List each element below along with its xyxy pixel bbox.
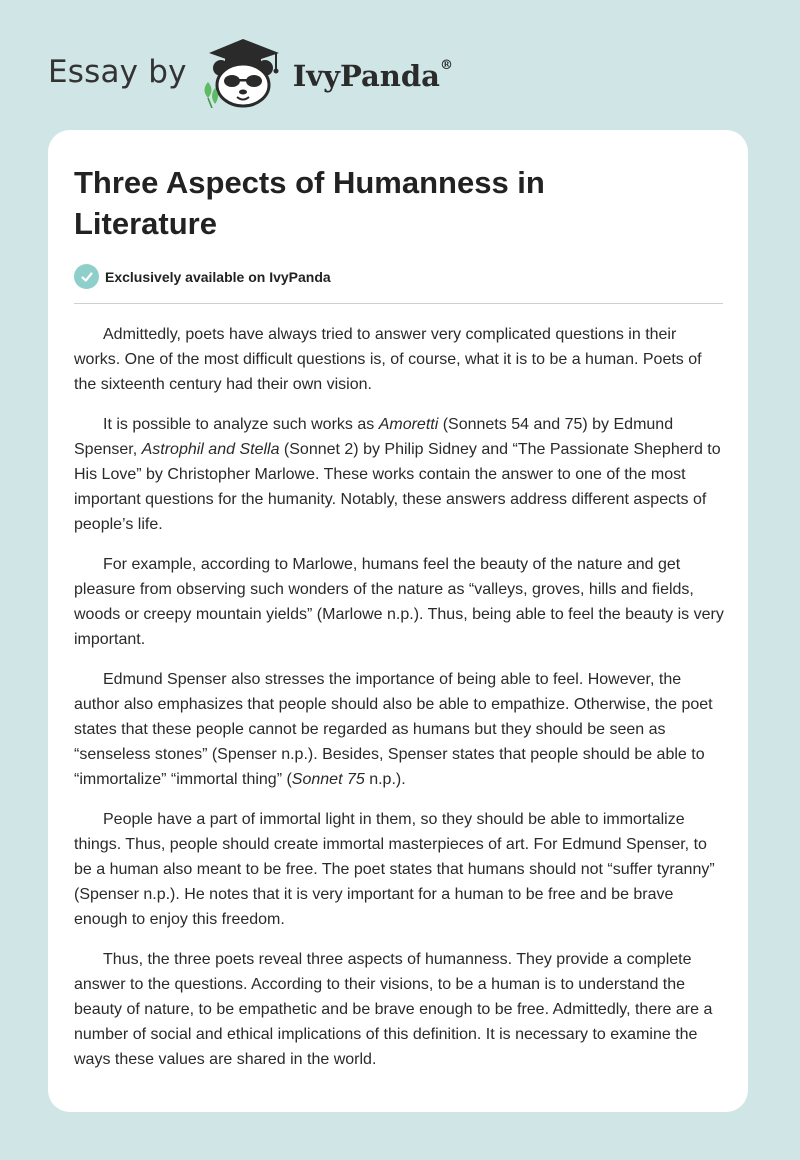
p4-text-c: n.p.).	[364, 771, 406, 788]
paragraph-4	[74, 667, 724, 792]
p4-text-a: Edmund Spenser also stresses the importance of being able to feel. However, the author also emphasizes that people should also be able to empathize. Otherwise, the poet states that these people cannot be regarded as humans but they should be seen as “senseless stones” (Spenser n.p.). Besides, Spenser states that people should be able to “immortalize” “immortal thing” (	[74, 671, 713, 788]
brand-name[interactable]	[293, 59, 453, 93]
panda-logo-icon[interactable]	[199, 36, 287, 108]
p2-text-a: It is possible to analyze such works as	[103, 416, 379, 433]
exclusive-badge-text: Exclusively available on IvyPanda	[105, 268, 331, 285]
p2-work-amoretti: Amoretti	[378, 416, 439, 433]
essay-by-label: Essay by	[48, 54, 187, 90]
site-header	[48, 36, 453, 108]
checkmark-icon	[74, 264, 99, 289]
p2-text-c: (Sonnets 54 and 75) by Edmund Spenser,	[74, 416, 674, 458]
essay-body	[74, 322, 724, 1087]
paragraph-2	[74, 412, 724, 537]
p4-work-sonnet75: Sonnet 75	[291, 771, 365, 788]
page-title: Three Aspects of Humanness in Literature	[74, 165, 545, 241]
registered-mark: ®	[439, 58, 453, 74]
p2-work-astrophil: Astrophil and Stella	[141, 441, 280, 458]
paragraph-1: Admittedly, poets have always tried to answer very complicated questions in their works. One of the most difficult questions is, of course, what it is to be a human. Poets of the sixteenth century had their own vision.	[74, 326, 702, 393]
brand-text: IvyPanda	[292, 59, 440, 93]
paragraph-3: For example, according to Marlowe, humans feel the beauty of the nature and get pleasure from observing such wonders of the nature as “valleys, groves, hills and fields, woods or creepy mountain yields” (Marlowe n.p.). Thus, being able to feel the beauty is very important.	[74, 556, 724, 648]
divider	[74, 303, 723, 304]
exclusive-badge	[74, 264, 331, 289]
p2-text-e: (Sonnet 2) by Philip Sidney and “The Passionate Shepherd to His Love” by Christopher Marlowe. These works contain the answer to one of the most important questions for the humanity. Notably, these answers address different aspects of people’s life.	[74, 441, 721, 533]
paragraph-5: People have a part of immortal light in them, so they should be able to immortalize things. Thus, people should create immortal masterpieces of art. For Edmund Spenser, to be a human also meant to be free. The poet states that humans should not “suffer tyranny” (Spenser n.p.). He notes that it is very important for a human to be free and be brave enough to enjoy this freedom.	[74, 811, 715, 928]
essay-card	[48, 130, 748, 1112]
paragraph-6: Thus, the three poets reveal three aspects of humanness. They provide a complete answer to the questions. According to their visions, to be a human is to understand the beauty of nature, to be empathetic and be brave enough to be free. Admittedly, there are a number of social and ethical implications of this definition. It is necessary to examine the ways these values are shared in the world.	[74, 951, 713, 1068]
